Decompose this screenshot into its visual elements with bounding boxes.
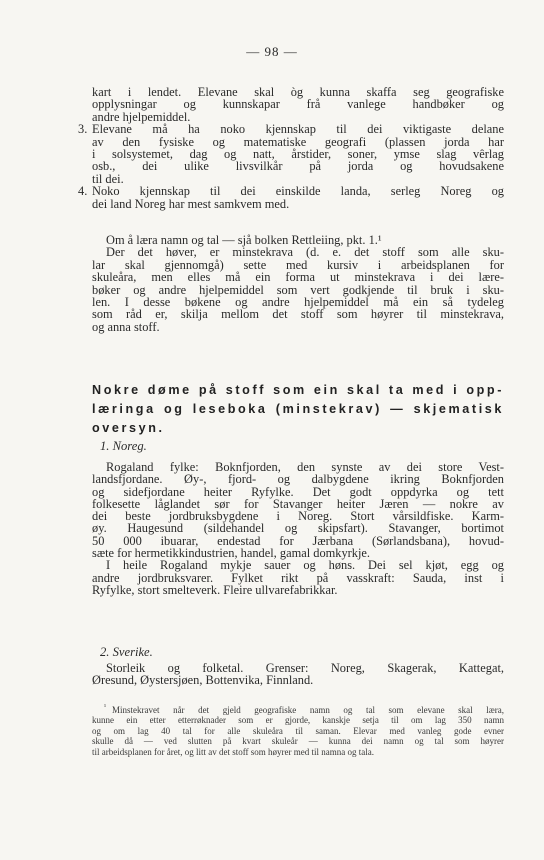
- line-text: og om lag 40 tal for alle skuleåra til saman. Elevar med vanleg gode evner: [92, 725, 504, 736]
- section-noreg-body: [92, 461, 504, 596]
- line-text: skuleåra, men elles må ein forma ut minstekrava i dei lære-: [92, 270, 504, 285]
- line-text: Om å læra namn og tal — sjå bolken Rettleiing, pkt. 1.¹: [106, 233, 382, 247]
- heading-line: [92, 400, 504, 419]
- requirements-list: [78, 85, 504, 211]
- footnote-marker: ¹: [104, 703, 107, 711]
- line-text: kunne ein etter etterrøknader som er gjorde, kanskje setja til om lag 350 namn: [92, 715, 504, 726]
- line-text: øy. Haugesund (sildehandel og skipsfart). Stavanger, bortimot: [92, 521, 504, 536]
- text-line: [92, 321, 504, 333]
- text-line: [92, 674, 504, 686]
- line-text: dei beste jordbruksbygdene i Noreg. Stort vårsildfiske. Karm-: [92, 509, 504, 524]
- line-text: læringa og leseboka (minstekrav) — skjematisk: [92, 402, 504, 416]
- line-text: I heile Rogaland mykje sauer og høns. Dei sel kjøt, egg og: [106, 558, 504, 573]
- line-text: lar skal gjennomgå) sette med kursiv i arbeidsplanen for: [92, 257, 504, 272]
- footnote-line: [92, 705, 504, 715]
- line-text: som råd er, skilja mellom det stoff som høyrer til minstekrava,: [92, 307, 504, 322]
- line-text: landsfjordane. Øy-, fjord- og dalbygdene ikring Boknfjorden: [92, 472, 504, 487]
- text-line: [92, 584, 504, 596]
- line-text: av den fysiske og matematiske geografi (plassen jorda har: [92, 134, 504, 149]
- line-text: oversyn.: [92, 421, 165, 435]
- section-sverike-title: 2. Sverike.: [100, 645, 153, 659]
- line-text: Minstekravet når det gjeld geografiske namn og tal som elevane skal læra,: [112, 705, 504, 715]
- section-noreg-title: 1. Noreg.: [100, 439, 147, 453]
- list-number: 4.: [78, 184, 88, 199]
- line-text: dei land Noreg har mest samkvem med.: [92, 196, 290, 211]
- footnote-line: [92, 747, 504, 757]
- footnote-line: [92, 736, 504, 746]
- line-text: skulle då — ved slutten på kvart skuleår — kunna dei namn og tal som høyrer: [92, 736, 504, 747]
- line-text: opplysningar og kunnskapar frå vanlege handbøker og: [92, 97, 504, 112]
- line-text: Noko kjennskap til dei einskilde landa, serleg Noreg og: [92, 184, 504, 199]
- line-text: i solsystemet, dag og natt, årstider, soner, ymse slag vêrlag: [92, 146, 504, 161]
- heading-line: [92, 419, 504, 438]
- line-text: Rogaland fylke: Boknfjorden, den synste av dei store Vest-: [106, 460, 504, 474]
- text-line: [92, 198, 504, 210]
- line-text: andre jordbruksvarer. Fylket rikt på vasskraft: Sauda, inst i: [92, 570, 504, 585]
- line-text: og anna stoff.: [92, 319, 160, 334]
- line-text: Storleik og folketal. Grenser: Noreg, Skagerak, Kattegat,: [106, 661, 504, 675]
- list-number: 3.: [78, 122, 88, 137]
- line-text: folkesette låglandet sør for Stavanger heiter Jæren — nokre av: [92, 496, 504, 511]
- line-text: til dei.: [92, 171, 124, 186]
- heading-line: [92, 381, 504, 400]
- footnote-line: [92, 726, 504, 736]
- line-text: osb., dei ulike livsvilkår på jorda og hovudsakene: [92, 159, 504, 174]
- line-text: Nokre døme på stoff som ein skal ta med i opp-: [92, 383, 504, 397]
- line-text: og sidefjordane heiter Ryfylke. Det godt oppdyrka og tett: [92, 484, 504, 499]
- line-text: Øresund, Øystersjøen, Bottenvika, Finnland.: [92, 673, 314, 688]
- line-text: Ryfylke, stort smelteverk. Fleire ullvarefabrikkar.: [92, 582, 338, 597]
- footnote-line: [92, 715, 504, 725]
- line-text: Elevane må ha noko kjennskap til dei viktigaste delane: [92, 122, 504, 137]
- line-text: bøker og andre hjelpemiddel som vert godkjende til bruk i sku-: [92, 282, 504, 297]
- section-sverike-body: [92, 662, 504, 687]
- line-text: 50 000 ibuarar, endestad for Jærbana (Sørlandsbana), hovud-: [92, 533, 504, 548]
- line-text: sæte for hermetikkindustrien, handel, gamal domkyrkje.: [92, 546, 371, 561]
- section-heading: [92, 381, 504, 438]
- line-text: len. I desse bøkene og andre hjelpemiddel må ein så tydeleg: [92, 294, 504, 309]
- minimum-requirements-paragraph: [92, 234, 504, 333]
- line-text: kart i lendet. Elevane skal òg kunna skaffa seg geografiske: [92, 85, 504, 99]
- line-text: andre hjelpemiddel.: [92, 109, 191, 124]
- line-text: Der det høver, er minstekrava (d. e. det stoff som alle sku-: [106, 245, 504, 260]
- footnote: [92, 705, 504, 757]
- text-line: [92, 160, 504, 172]
- page-number: — 98 —: [246, 44, 298, 59]
- line-text: til arbeidsplanen for året, og litt av det stoff som høyrer med til namna og tala.: [92, 746, 375, 757]
